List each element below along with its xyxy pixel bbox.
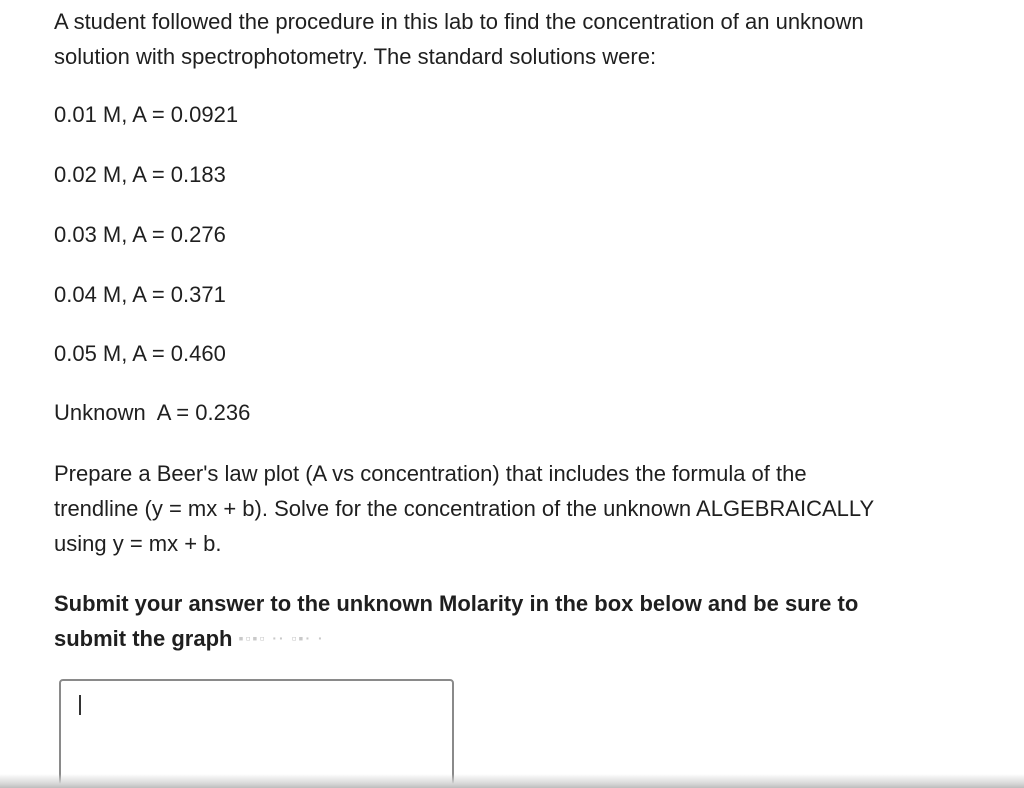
- submit-line: Submit your answer to the unknown Molarity in the box below and be sure to: [54, 591, 859, 616]
- standard-solution-1: 0.01 M, A = 0.0921: [54, 102, 239, 127]
- answer-input[interactable]: [59, 679, 454, 788]
- standard-solution-5: 0.05 M, A = 0.460: [54, 341, 226, 366]
- obscured-text: ▪▫▪▫ ·· ▫▪· ·: [238, 630, 325, 646]
- intro-line: A student followed the procedure in this lab to find the concentration of an unknown: [54, 9, 864, 34]
- text-cursor: [79, 695, 81, 715]
- submit-line: [54, 621, 858, 656]
- standard-solution-4: 0.04 M, A = 0.371: [54, 282, 226, 307]
- standard-solution-2: 0.02 M, A = 0.183: [54, 162, 226, 187]
- instructions-line: Prepare a Beer's law plot (A vs concentration) that includes the formula of the: [54, 461, 807, 486]
- intro-text: [54, 4, 864, 74]
- instructions-text: [54, 456, 874, 561]
- unknown-solution: Unknown A = 0.236: [54, 400, 251, 425]
- intro-line: solution with spectrophotometry. The standard solutions were:: [54, 44, 657, 69]
- instructions-line: trendline (y = mx + b). Solve for the concentration of the unknown ALGEBRAICALLY: [54, 496, 875, 521]
- submit-line-text: submit the graph: [54, 626, 233, 651]
- standard-solution-3: 0.03 M, A = 0.276: [54, 222, 226, 247]
- instructions-line: using y = mx + b.: [54, 531, 222, 556]
- submit-instructions: [54, 586, 858, 656]
